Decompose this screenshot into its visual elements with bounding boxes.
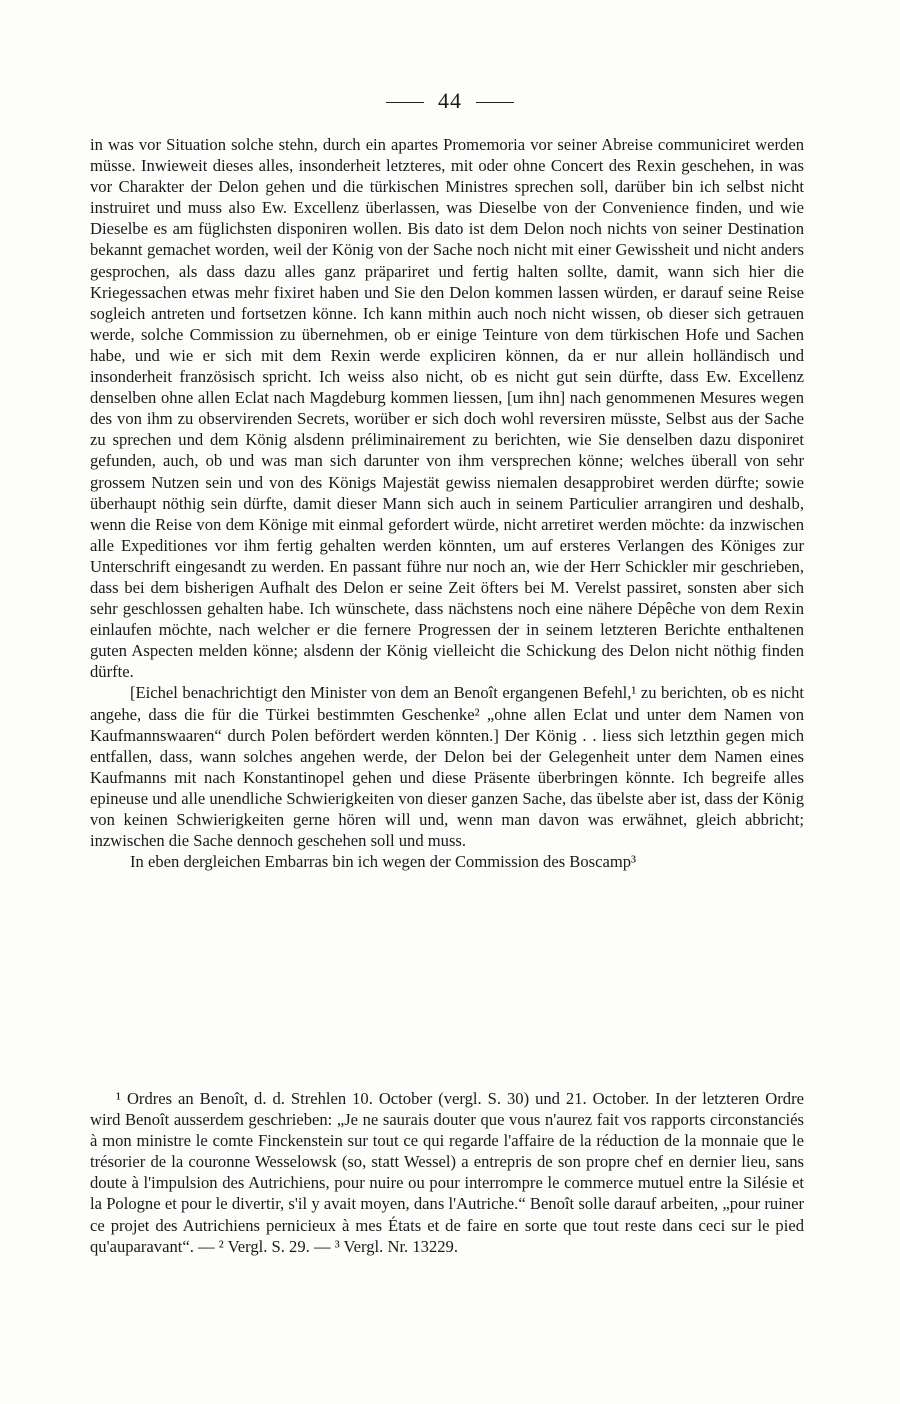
- footnotes: [90, 1088, 804, 1257]
- header-rule-right: [476, 102, 514, 103]
- paragraph-1: in was vor Situation solche stehn, durch ein apartes Promemoria vor seiner Abreise communiciret werden müsse. Inwieweit dieses alles, insonderheit letzteres, mit oder ohne Concert des Rexin geschehen, in was vor Charakter der Delon gehen und die türkischen Ministres sprechen soll, darüber bin ich selbst nicht instruiret und muss also Ew. Excellenz überlassen, was Dieselbe von der Convenience finden, und wie Dieselbe es am füglichsten disponiren wollen. Bis dato ist dem Delon noch nichts von seiner Destination bekannt gemachet worden, weil der König von der Sache noch nicht mit einer Gewissheit und nicht anders gesprochen, als dass dazu alles ganz präpariret und fertig halten sollte, damit, wann sich hier die Kriegessachen etwas mehr fixiret haben und Sie den Delon kommen lassen würden, er darauf seine Reise sogleich antreten und fortsetzen könne. Ich kann mithin auch noch nicht wissen, ob dieser sich getrauen werde, solche Commission zu übernehmen, ob er einige Teinture von dem türkischen Hofe und Sachen habe, und wie er sich mit dem Rexin werde expliciren können, da er nur allein holländisch und insonderheit französisch spricht. Ich weiss also nicht, ob es nicht gut sein dürfte, dass Ew. Excellenz denselben ohne allen Eclat nach Magdeburg kommen liessen, [um ihn] nach genommenen Mesures wegen des von ihm zu observirenden Secrets, worüber er sich doch wohl reversiren müsste, Selbst aus der Sache zu sprechen und dem König alsdenn préliminairement zu berichten, wie Sie denselben dazu disponiret gefunden, auch, ob und was man sich darunter von ihm versprechen könne; welches überall von sehr grossem Nutzen sein und von des Königs Majestät gewiss niemalen desapprobiret werden dürfte; sowie überhaupt nöthig sein dürfte, damit dieser Mann sich auch in seinem Particulier arrangiren und deshalb, wenn die Reise von dem Könige mit einmal gefordert würde, nicht arretiret werden möchte: da inzwischen alle Expeditiones vor ihm fertig gehalten werden könnten, um auf ersteres Verlangen des Königes zur Unterschrift eingesandt zu werden. En passant führe nur noch an, wie der Herr Schickler mir geschrieben, dass bei dem bisherigen Aufhalt des Delon er seine Zeit öfters bei M. Verelst passiret, sonsten aber sich sehr geschlossen gehalten habe. Ich wünschete, dass nächstens noch eine nähere Dépêche von dem Rexin einlaufen möchte, nach welcher er die fernere Progressen der in seinem letzteren Berichte enthaltenen guten Aspecten melden könne; alsdenn der König vielleicht die Schickung des Delon nicht nöthig finden dürfte.: [90, 135, 804, 682]
- main-text: [90, 134, 804, 872]
- paragraph-2: [Eichel benachrichtigt den Minister von dem an Benoît ergangenen Befehl,¹ zu berichten, ob es nicht angehe, dass die für die Türkei bestimmten Geschenke² „ohne allen Eclat und unter dem Namen von Kaufmannswaaren“ durch Polen befördert werden könnten.] Der König . . liess sich letzthin gegen mich entfallen, dass, wann solches angehen werde, der Delon bei der Gelegenheit unter dem Namen eines Kaufmanns mit nach Konstantinopel gehen und diese Präsente überbringen könnte. Ich begreife alles epineuse und alle unendliche Schwierigkeiten von dieser ganzen Sache, das übelste aber ist, dass der König von keinen Schwierigkeiten gerne hören will und, wenn man davon was erwähnet, gleich abbricht; inzwischen die Sache dennoch geschehen soll und muss.: [90, 683, 804, 851]
- page-header: [0, 88, 900, 114]
- paragraph-3: In eben dergleichen Embarras bin ich wegen der Commission des Boscamp³: [130, 852, 637, 872]
- footnote-text: ¹ Ordres an Benoît, d. d. Strehlen 10. October (vergl. S. 30) und 21. October. In der letzteren Ordre wird Benoît ausserdem geschrieben: „Je ne saurais douter que vous n'aurez fait vos rapports circonstanciés à mon ministre le comte Finckenstein sur tout ce qui regarde l'affaire de la réduction de la monnaie que le trésorier de la couronne Wesselowsk (so, statt Wessel) a entrepris de son propre chef en dernier lieu, sans doute à l'impulsion des Autrichiens, pour nuire ou pour interrompre le commerce mutuel entre la Silésie et la Pologne et pour le divertir, s'il y avait moyen, dans l'Autriche.“ Benoît solle darauf arbeiten, „pour ruiner ce projet des Autrichiens pernicieux à mes États et de faire en sorte que tout reste dans ceci sur le pied qu'auparavant“. — ² Vergl. S. 29. — ³ Vergl. Nr. 13229.: [90, 1089, 804, 1256]
- page-number: 44: [438, 88, 462, 113]
- header-rule-left: [386, 102, 424, 103]
